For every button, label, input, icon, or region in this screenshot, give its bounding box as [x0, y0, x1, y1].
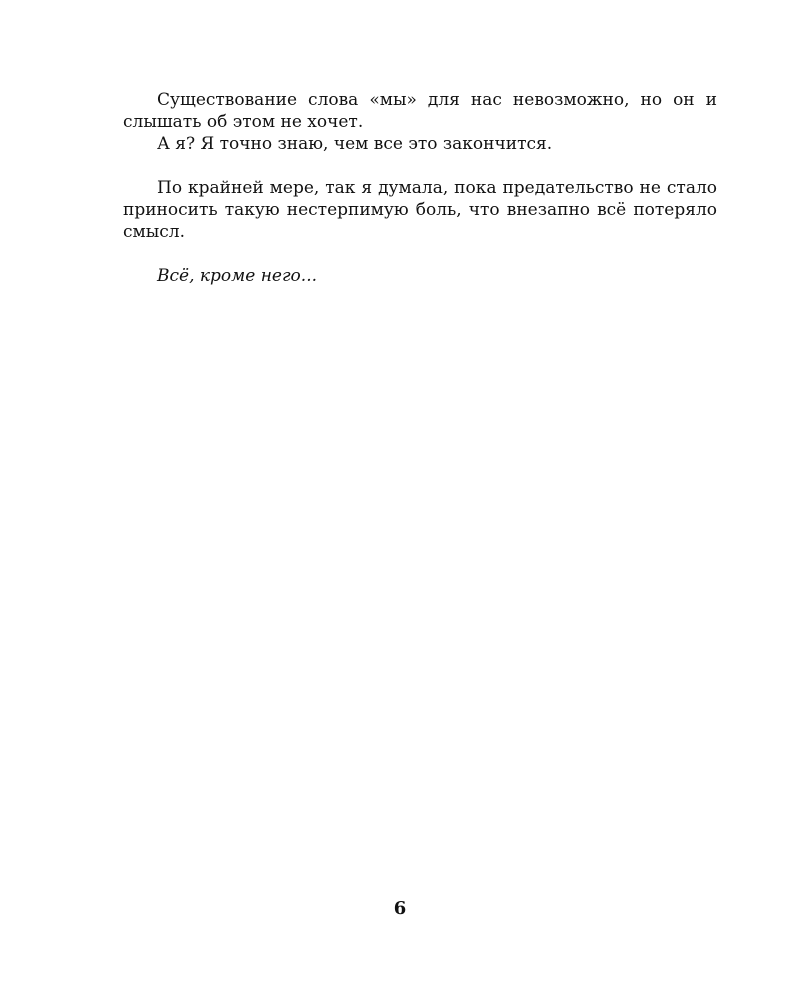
paragraph-spacer — [123, 243, 717, 265]
paragraph-3: По крайней мере, так я думала, пока предательство не стало приносить такую нестерпимую боль, что внезапно всё потеряло смысл. — [123, 178, 717, 242]
paragraph-spacer — [123, 155, 717, 177]
body-text — [123, 89, 717, 287]
page-number: 6 — [393, 898, 407, 919]
paragraph-2: А я? Я точно знаю, чем все это закончится. — [157, 134, 553, 154]
paragraph-1: Существование слова «мы» для нас невозможно, но он и слышать об этом не хочет. — [123, 90, 717, 132]
paragraph-4-italic: Всё, кроме него... — [157, 266, 318, 286]
